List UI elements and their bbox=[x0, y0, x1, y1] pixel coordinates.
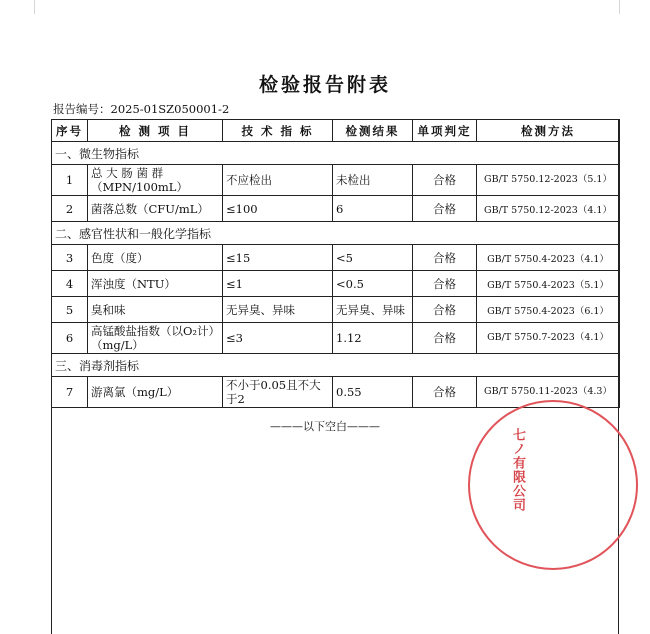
blank-below-note: ———以下空白——— bbox=[270, 420, 380, 433]
cell-result: <0.5 bbox=[333, 271, 413, 297]
cell-judge: 合格 bbox=[413, 245, 477, 271]
cell-no: 3 bbox=[52, 245, 88, 271]
table-row bbox=[52, 165, 620, 196]
header-method: 检测方法 bbox=[477, 120, 620, 142]
header-judge: 单项判定 bbox=[413, 120, 477, 142]
cell-method: GB/T 5750.7-2023（4.1） bbox=[477, 323, 620, 354]
page-title: 检验报告附表 bbox=[258, 74, 391, 96]
cell-item: 高锰酸盐指数（以O₂计）（mg/L） bbox=[88, 323, 223, 354]
section-label: 一、微生物指标 bbox=[52, 142, 620, 165]
cell-result: <5 bbox=[333, 245, 413, 271]
header-no: 序号 bbox=[52, 120, 88, 142]
cell-result: 6 bbox=[333, 196, 413, 222]
section-row bbox=[52, 222, 620, 245]
header-item: 检 测 项 目 bbox=[88, 120, 223, 142]
cell-judge: 合格 bbox=[413, 323, 477, 354]
cell-no: 1 bbox=[52, 165, 88, 196]
table-header-row bbox=[52, 120, 620, 142]
cell-judge: 合格 bbox=[413, 297, 477, 323]
section-label: 三、消毒剂指标 bbox=[52, 354, 620, 377]
cell-judge: 合格 bbox=[413, 377, 477, 408]
cell-no: 6 bbox=[52, 323, 88, 354]
cell-spec: ≤100 bbox=[223, 196, 333, 222]
cell-spec: ≤3 bbox=[223, 323, 333, 354]
cell-item: 菌落总数（CFU/mL） bbox=[88, 196, 223, 222]
cell-result: 0.55 bbox=[333, 377, 413, 408]
cell-spec: 无异臭、异味 bbox=[223, 297, 333, 323]
cell-judge: 合格 bbox=[413, 165, 477, 196]
header-spec: 技 术 指 标 bbox=[223, 120, 333, 142]
page-frame-edge bbox=[34, 0, 620, 14]
cell-item: 浑浊度（NTU） bbox=[88, 271, 223, 297]
seal-text: 七ノ有限公司 bbox=[510, 428, 525, 512]
header-result: 检测结果 bbox=[333, 120, 413, 142]
cell-method: GB/T 5750.4-2023（6.1） bbox=[477, 297, 620, 323]
cell-item: 游离氯（mg/L） bbox=[88, 377, 223, 408]
cell-spec: 不应检出 bbox=[223, 165, 333, 196]
cell-judge: 合格 bbox=[413, 271, 477, 297]
cell-result: 1.12 bbox=[333, 323, 413, 354]
report-number: 报告编号：2025-01SZ050001-2 bbox=[53, 102, 230, 116]
cell-spec: ≤1 bbox=[223, 271, 333, 297]
cell-item: 色度（度） bbox=[88, 245, 223, 271]
table-row bbox=[52, 196, 620, 222]
table-row bbox=[52, 297, 620, 323]
cell-no: 5 bbox=[52, 297, 88, 323]
table-row bbox=[52, 271, 620, 297]
cell-method: GB/T 5750.4-2023（4.1） bbox=[477, 245, 620, 271]
section-row bbox=[52, 142, 620, 165]
cell-spec: 不小于0.05且不大于2 bbox=[223, 377, 333, 408]
cell-item: 臭和味 bbox=[88, 297, 223, 323]
section-label: 二、感官性状和一般化学指标 bbox=[52, 222, 620, 245]
section-row bbox=[52, 354, 620, 377]
cell-judge: 合格 bbox=[413, 196, 477, 222]
cell-no: 7 bbox=[52, 377, 88, 408]
cell-no: 2 bbox=[52, 196, 88, 222]
cell-method: GB/T 5750.12-2023（5.1） bbox=[477, 165, 620, 196]
cell-method: GB/T 5750.12-2023（4.1） bbox=[477, 196, 620, 222]
table-row bbox=[52, 323, 620, 354]
cell-method: GB/T 5750.4-2023（5.1） bbox=[477, 271, 620, 297]
cell-result: 未检出 bbox=[333, 165, 413, 196]
cell-no: 4 bbox=[52, 271, 88, 297]
cell-item: 总 大 肠 菌 群（MPN/100mL） bbox=[88, 165, 223, 196]
cell-spec: ≤15 bbox=[223, 245, 333, 271]
results-table bbox=[51, 119, 620, 408]
cell-method: GB/T 5750.11-2023（4.3） bbox=[477, 377, 620, 408]
table-row bbox=[52, 245, 620, 271]
cell-result: 无异臭、异味 bbox=[333, 297, 413, 323]
official-seal-stamp bbox=[468, 400, 638, 570]
